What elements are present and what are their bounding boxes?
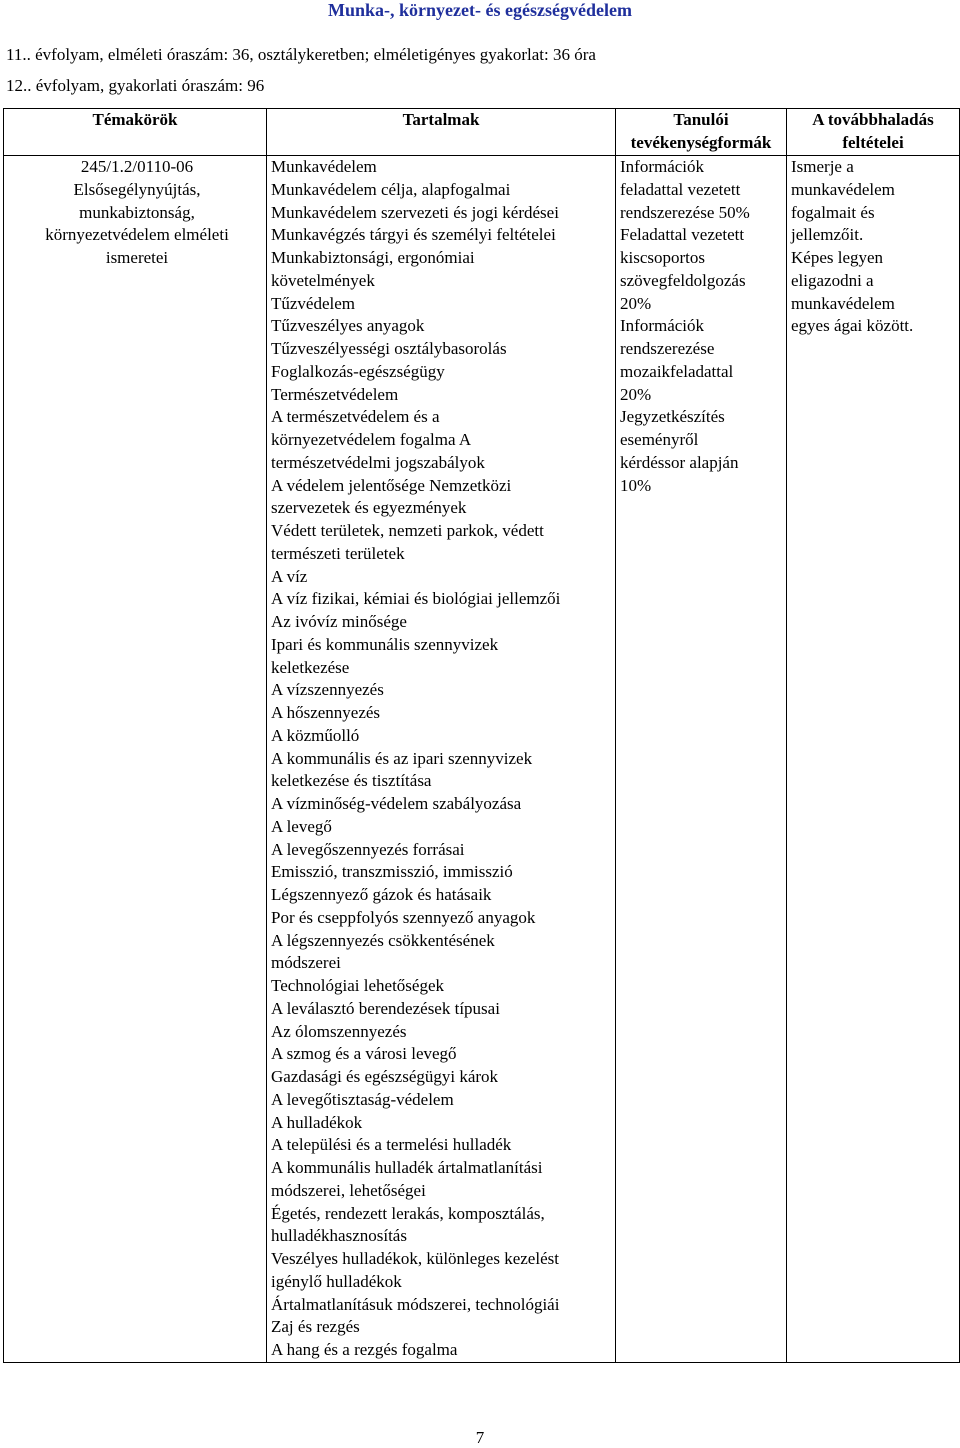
line-text: eligazodni a — [791, 270, 874, 290]
line-text: természeti területek — [271, 543, 405, 563]
line-text: Munkavédelem célja, alapfogalmai — [271, 179, 511, 199]
grade-11-info: 11.. évfolyam, elméleti óraszám: 36, osztálykeretben; elméletigényes gyakorlat: 36 óra — [6, 45, 596, 64]
line-text: Tűzveszélyes anyagok — [271, 316, 425, 336]
line-text: Természetvédelem — [271, 384, 399, 404]
header-temakorok: Témakörök — [4, 109, 267, 156]
line-text: Tűzveszélyességi osztálybasorolás — [271, 339, 507, 358]
table-row — [4, 156, 960, 1363]
line-text: Veszélyes hulladékok, különleges kezelést — [271, 1249, 559, 1268]
line-text: szervezetek és egyezmények — [271, 498, 467, 518]
line-text: A víz fizikai, kémiai és biológiai jellemzői — [271, 589, 561, 609]
header-tovabbhaladas-line: feltételei — [842, 132, 904, 152]
line-text: mozaikfeladattal — [620, 361, 734, 381]
line-text: Elsősegélynyújtás, — [73, 179, 201, 199]
line-text: Foglalkozás-egészségügy — [271, 361, 445, 381]
line-text: 245/1.2/0110-06 — [80, 157, 194, 176]
tartalmak-cell — [267, 156, 616, 1363]
line-text: Munkavégzés tárgyi és személyi feltételei — [271, 225, 556, 245]
line-text: jellemzőit. — [791, 225, 864, 245]
header-tovabbhaladas — [787, 109, 960, 156]
line-text: eseményről — [620, 430, 699, 449]
line-text: rendszerezése — [620, 339, 715, 358]
grade-12-info: 12.. évfolyam, gyakorlati óraszám: 96 — [6, 76, 265, 95]
line-text: A kommunális és az ipari szennyvizek — [271, 748, 533, 768]
line-text: A levegőtisztaság-védelem — [271, 1089, 454, 1109]
page-number: 7 — [475, 1428, 485, 1447]
line-text: kérdéssor alapján — [620, 452, 739, 472]
line-text: Védett területek, nemzeti parkok, védett — [271, 521, 544, 540]
line-text: Égetés, rendezett lerakás, komposztálás, — [271, 1203, 545, 1223]
line-text: Munkavédelem — [271, 157, 377, 176]
line-text: A kommunális hulladék ártalmatlanítási — [271, 1158, 543, 1177]
line-text: kiscsoportos — [620, 248, 705, 267]
line-text: természetvédelmi jogszabályok — [271, 452, 485, 472]
header-row — [4, 109, 960, 156]
line-text: A leválasztó berendezések típusai — [271, 998, 500, 1018]
line-text: Az ivóvíz minősége — [271, 612, 407, 631]
line-text: A vízminőség-védelem szabályozása — [271, 794, 522, 813]
line-text: egyes ágai között. — [791, 316, 914, 336]
tanuloi-cell — [616, 156, 787, 1363]
line-text: Az ólomszennyezés — [271, 1021, 407, 1041]
line-text: A települési és a termelési hulladék — [271, 1135, 512, 1155]
header-tartalmak: Tartalmak — [267, 109, 616, 156]
line-text: 20% — [620, 384, 652, 404]
line-text: A légszennyezés csökkentésének — [271, 930, 495, 950]
line-text: környezetvédelem elméleti — [45, 225, 229, 245]
tovabbhaladas-cell — [787, 156, 960, 1363]
line-text: Munkabiztonsági, ergonómiai — [271, 248, 475, 267]
line-text: Képes legyen — [791, 248, 884, 267]
line-text: A védelem jelentősége Nemzetközi — [271, 475, 512, 495]
line-text: igénylő hulladékok — [271, 1271, 402, 1291]
line-text: A természetvédelem és a — [271, 407, 440, 427]
line-text: munkavédelem — [791, 179, 895, 199]
line-text: rendszerezése 50% — [620, 202, 750, 222]
line-text: feladattal vezetett — [620, 179, 741, 199]
line-text: Légszennyező gázok és hatásaik — [271, 885, 492, 904]
line-text: A levegő — [271, 816, 332, 836]
line-text: A közműolló — [271, 725, 360, 745]
line-text: A hulladékok — [271, 1112, 363, 1132]
line-text: A vízszennyezés — [271, 680, 384, 700]
line-text: keletkezése és tisztítása — [271, 771, 432, 791]
header-tovabbhaladas-line: A továbbhaladás — [812, 110, 934, 129]
line-text: Információk — [620, 316, 705, 336]
line-text: követelmények — [271, 270, 375, 290]
document-title: Munka-, környezet- és egészségvédelem — [328, 0, 632, 20]
line-text: Ártalmatlanításuk módszerei, technológiái — [271, 1294, 560, 1314]
line-text: ismeretei — [105, 248, 169, 267]
line-text: módszerei, lehetőségei — [271, 1180, 426, 1200]
line-text: A hőszennyezés — [271, 703, 381, 722]
line-text: Munkavédelem szervezeti és jogi kérdései — [271, 202, 559, 222]
line-text: Zaj és rezgés — [271, 1317, 360, 1337]
line-text: Tűzvédelem — [271, 293, 356, 313]
line-text: módszerei — [271, 953, 341, 973]
line-text: 10% — [620, 475, 652, 495]
line-text: Feladattal vezetett — [620, 225, 745, 245]
line-text: Ipari és kommunális szennyvizek — [271, 634, 499, 654]
temakorok-cell — [4, 156, 267, 1363]
header-tanuloi — [616, 109, 787, 156]
line-text: munkavédelem — [791, 293, 895, 313]
line-text: Jegyzetkészítés — [620, 407, 725, 427]
line-text: szövegfeldolgozás — [620, 270, 746, 290]
header-tanuloi-line: Tanulói — [673, 110, 729, 129]
line-text: 20% — [620, 293, 652, 313]
line-text: A levegőszennyezés forrásai — [271, 839, 465, 859]
line-text: Gazdasági és egészségügyi károk — [271, 1067, 499, 1086]
line-text: keletkezése — [271, 657, 350, 677]
line-text: környezetvédelem fogalma A — [271, 430, 472, 449]
line-text: A hang és a rezgés fogalma — [271, 1340, 458, 1359]
line-text: hulladékhasznosítás — [271, 1226, 407, 1246]
line-text: munkabiztonság, — [79, 202, 195, 222]
line-text: Technológiai lehetőségek — [271, 976, 444, 995]
line-text: Emisszió, transzmisszió, immisszió — [271, 862, 513, 882]
line-text: A víz — [271, 566, 308, 586]
line-text: Ismerje a — [791, 157, 854, 176]
line-text: Információk — [620, 157, 705, 176]
syllabus-table — [3, 108, 960, 1363]
header-tanuloi-line: tevékenységformák — [630, 132, 772, 152]
line-text: A szmog és a városi levegő — [271, 1044, 457, 1064]
line-text: fogalmait és — [791, 202, 875, 222]
line-text: Por és cseppfolyós szennyező anyagok — [271, 907, 536, 927]
